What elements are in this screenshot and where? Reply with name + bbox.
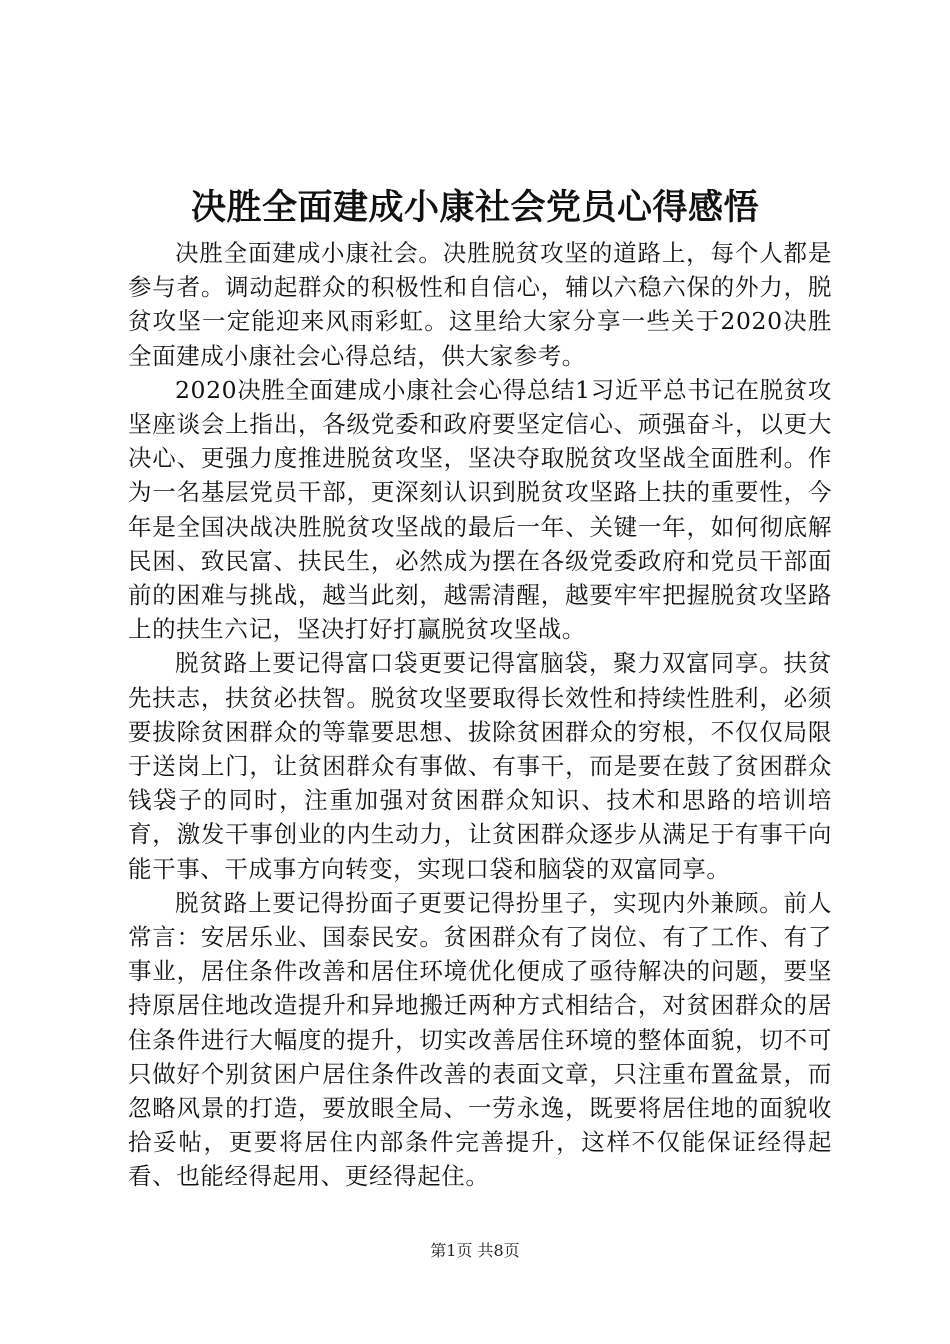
document-title: 决胜全面建成小康社会党员心得感悟 [190, 187, 759, 228]
page-footer: 第1页 共8页 [430, 1241, 520, 1260]
paragraph-living-conditions: 脱贫路上要记得扮面子更要记得扮里子，实现内外兼顾。前人常言：安居乐业、国泰民安。贫困群众有了岗位、有了工作、有了事业，居住条件改善和居住环境优化便成了亟待解决的问题，要坚持原居住地改造提升和异地搬迁两种方式相结合，对贫困群众的居住条件进行大幅度的提升，切实改善居住环境的整体面貌，切不可只做好个别贫困户居住条件改善的表面文章，只注重布置盆景，而忽略风景的打造，要放眼全局、一劳永逸，既要将居住地的面貌收拾妥帖，更要将居住内部条件完善提升，这样不仅能保证经得起看、也能经得起用、更经得起住。 [128, 888, 832, 1191]
paragraph-double-wealth: 脱贫路上要记得富口袋更要记得富脑袋，聚力双富同享。扶贫先扶志，扶贫必扶智。脱贫攻坚要取得长效性和持续性胜利，必须要拔除贫困群众的等靠要思想、拔除贫困群众的穷根，不仅仅局限于送岗上门，让贫困群众有事做、有事干，而是要在鼓了贫困群众钱袋子的同时，注重加强对贫困群众知识、技术和思路的培训培育，激发干事创业的内生动力，让贫困群众逐步从满足于有事干向能干事、干成事方向转变，实现口袋和脑袋的双富同享。 [128, 649, 832, 883]
document-body [128, 236, 832, 1194]
paragraph-summary-1: 2020决胜全面建成小康社会心得总结1习近平总书记在脱贫攻坚座谈会上指出，各级党委和政府要坚定信心、顽强奋斗，以更大决心、更强力度推进脱贫攻坚，坚决夺取脱贫攻坚战全面胜利。作为一名基层党员干部，更深刻认识到脱贫攻坚路上扶的重要性，今年是全国决战决胜脱贫攻坚战的最后一年、关键一年，如何彻底解民困、致民富、扶民生，必然成为摆在各级党委政府和党员干部面前的困难与挑战，越当此刻，越需清醒，越要牢牢把握脱贫攻坚路上的扶生六记，坚决打好打赢脱贫攻坚战。 [128, 375, 832, 644]
paragraph-intro: 决胜全面建成小康社会。决胜脱贫攻坚的道路上，每个人都是参与者。调动起群众的积极性和自信心，辅以六稳六保的外力，脱贫攻坚一定能迎来风雨彩虹。这里给大家分享一些关于2020决胜全面建成小康社会心得总结，供大家参考。 [128, 239, 832, 370]
